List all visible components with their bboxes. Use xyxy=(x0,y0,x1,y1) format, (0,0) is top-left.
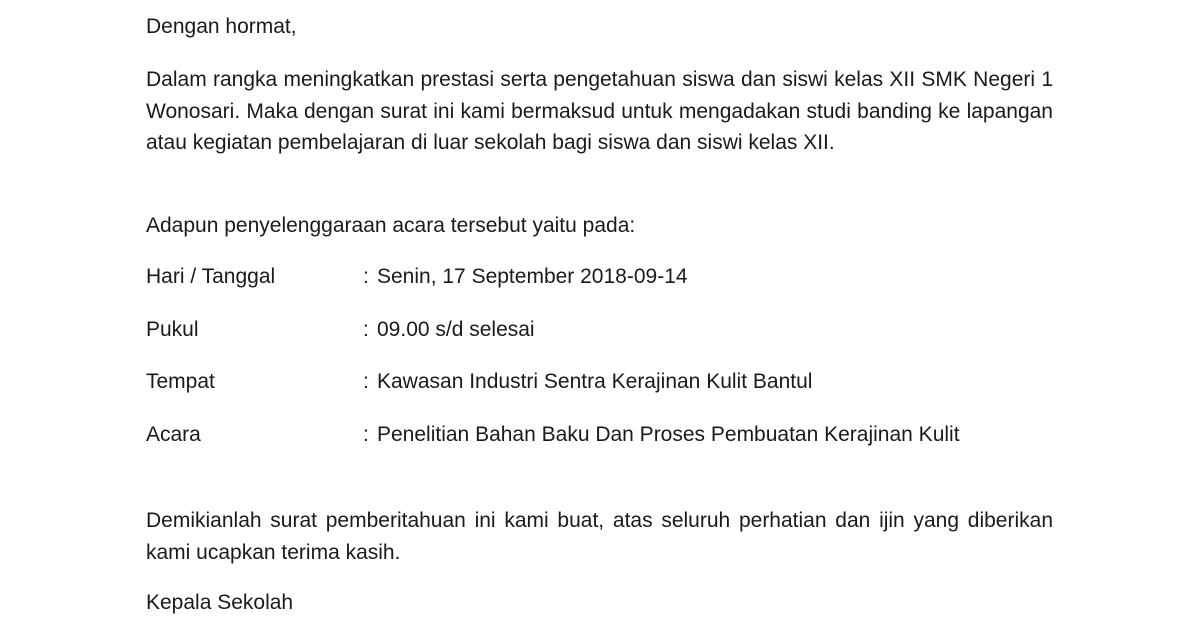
detail-label: Acara xyxy=(146,423,201,446)
detail-separator: : xyxy=(363,423,369,446)
detail-value: Senin, 17 September 2018-09-14 xyxy=(377,265,688,288)
detail-row-event xyxy=(146,420,1066,450)
closing-paragraph: Demikianlah surat pemberitahuan ini kami buat, atas seluruh perhatian dan ijin yang diberikan kami ucapkan terima kasih. xyxy=(146,509,1053,564)
letter-page xyxy=(146,0,1053,630)
intro-paragraph: Dalam rangka meningkatkan prestasi serta pengetahuan siswa dan siswi kelas XII SMK Negeri 1 Wonosari. Maka dengan surat ini kami bermaksud untuk mengadakan studi banding ke lapangan atau kegiatan pembelajaran di luar sekolah bagi siswa dan siswi kelas XII. xyxy=(146,68,1053,154)
detail-separator: : xyxy=(363,318,369,341)
detail-row-time xyxy=(146,315,1066,345)
detail-row-date xyxy=(146,262,1066,292)
detail-row-place xyxy=(146,367,1066,397)
detail-label: Tempat xyxy=(146,370,215,393)
detail-value: 09.00 s/d selesai xyxy=(377,318,535,341)
event-lead-text: Adapun penyelenggaraan acara tersebut yaitu pada: xyxy=(146,214,636,237)
detail-label: Pukul xyxy=(146,318,199,341)
detail-value: Kawasan Industri Sentra Kerajinan Kulit Bantul xyxy=(377,370,813,393)
detail-separator: : xyxy=(363,265,369,288)
letter-greeting: Dengan hormat, xyxy=(146,15,297,38)
signature-title: Kepala Sekolah xyxy=(146,591,294,614)
detail-separator: : xyxy=(363,370,369,393)
detail-label: Hari / Tanggal xyxy=(146,265,276,288)
detail-value: Penelitian Bahan Baku Dan Proses Pembuatan Kerajinan Kulit xyxy=(377,423,960,446)
